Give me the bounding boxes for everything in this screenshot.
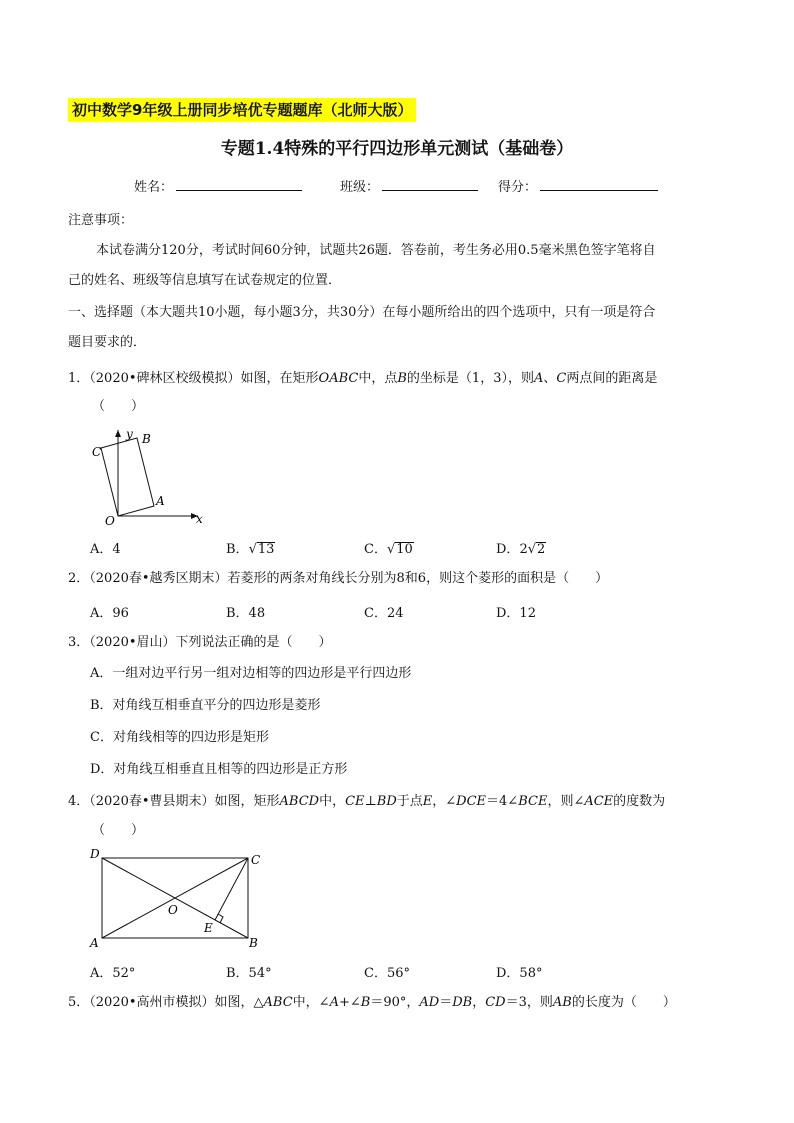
section-heading-cont: 题目要求的． [68,335,147,350]
q4-option-a[interactable]: A．52° [90,966,136,981]
question-4-paren: （ ） [92,823,145,838]
x-axis-label: x [196,512,203,526]
q3-option-a[interactable]: A．一组对边平行另一组对边相等的四边形是平行四边形 [90,666,412,681]
label-b: B [249,936,258,950]
question-1-stem [68,370,657,388]
class-field[interactable] [382,190,478,191]
q2-option-b[interactable]: B．48 [226,606,266,621]
q1-point-c: C [556,371,567,386]
notes-heading: 注意事项： [68,213,134,228]
notes-line-2: 己的姓名、班级等信息填写在试卷规定的位置． [68,273,342,288]
q1-text-4: 两点间的距离是 [566,371,658,386]
q1-rect-name: OABC [318,371,359,386]
label-d: D [90,847,100,861]
label-o: O [105,514,115,528]
class-label: 班级： [340,180,380,195]
label-o: O [168,903,178,917]
question-3-stem: 3．（2020•眉山）下列说法正确的是（ ） [68,635,332,650]
label-a: A [90,936,99,950]
q4-option-d[interactable]: D．58° [496,966,543,981]
q1-text-1: （2020•碑林区校级模拟）如图，在矩形 [89,371,319,386]
q2-option-c[interactable]: C．24 [364,606,404,621]
question-1-paren: （ ） [92,399,145,414]
q3-option-d[interactable]: D．对角线互相垂直且相等的四边形是正方形 [90,762,348,777]
label-e: E [204,921,213,935]
q1-option-b[interactable]: B．√13 [226,542,275,557]
question-5-stem: 5．（2020•高州市模拟）如图，△ABC中，∠A+∠B＝90°，AD＝DB，CD＝3，则AB的长度为（ ） [68,995,676,1010]
name-field[interactable] [176,190,302,191]
q2-option-d[interactable]: D．12 [496,606,536,621]
question-4-figure [84,846,274,956]
notes-line-1: 本试卷满分120分，考试时间60分钟，试题共26题．答卷前，考生务必用0.5毫米黑色签字笔将自 [96,243,656,258]
q1-text-3: 的坐标是（1，3），则 [406,371,534,386]
question-2-stem: 2．（2020春•越秀区期末）若菱形的两条对角线长分别为8和6，则这个菱形的面积是（ ） [68,571,609,586]
q3-option-b[interactable]: B．对角线互相垂直平分的四边形是菱形 [90,698,321,713]
name-label: 姓名： [134,180,174,195]
series-banner: 初中数学9年级上册同步培优专题题库（北师大版） [68,98,416,122]
q1-option-c[interactable]: C．√10 [364,542,413,557]
q1-sep: 、 [543,371,557,386]
q2-option-a[interactable]: A．96 [90,606,129,621]
question-4-stem: 4．（2020春•曹县期末）如图，矩形ABCD中，CE⊥BD于点E，∠DCE＝4∠BCE，则∠ACE的度数为 [68,794,666,809]
q1-option-d[interactable]: D．2√2 [496,542,546,557]
q1-text-2: 中，点 [358,371,398,386]
label-a: A [156,494,165,508]
label-c: C [92,445,102,459]
q1-point-b: B [397,371,407,386]
q1-point-a: A [533,371,544,386]
q3-option-c[interactable]: C．对角线相等的四边形是矩形 [90,730,269,745]
score-label: 得分： [498,180,538,195]
q4-option-b[interactable]: B．54° [226,966,272,981]
label-c: C [251,853,261,867]
question-1-num: 1． [68,371,90,386]
section-heading: 一、选择题（本大题共10小题，每小题3分，共30分）在每小题所给出的四个选项中，只有一项是符合 [68,305,656,320]
label-b: B [142,432,151,446]
q1-option-a[interactable]: A．4 [90,542,121,557]
score-field[interactable] [540,190,658,191]
question-1-figure [80,420,220,532]
page-title: 专题1.4特殊的平行四边形单元测试（基础卷） [220,139,574,159]
y-axis-label: y [126,427,133,441]
q4-option-c[interactable]: C．56° [364,966,410,981]
